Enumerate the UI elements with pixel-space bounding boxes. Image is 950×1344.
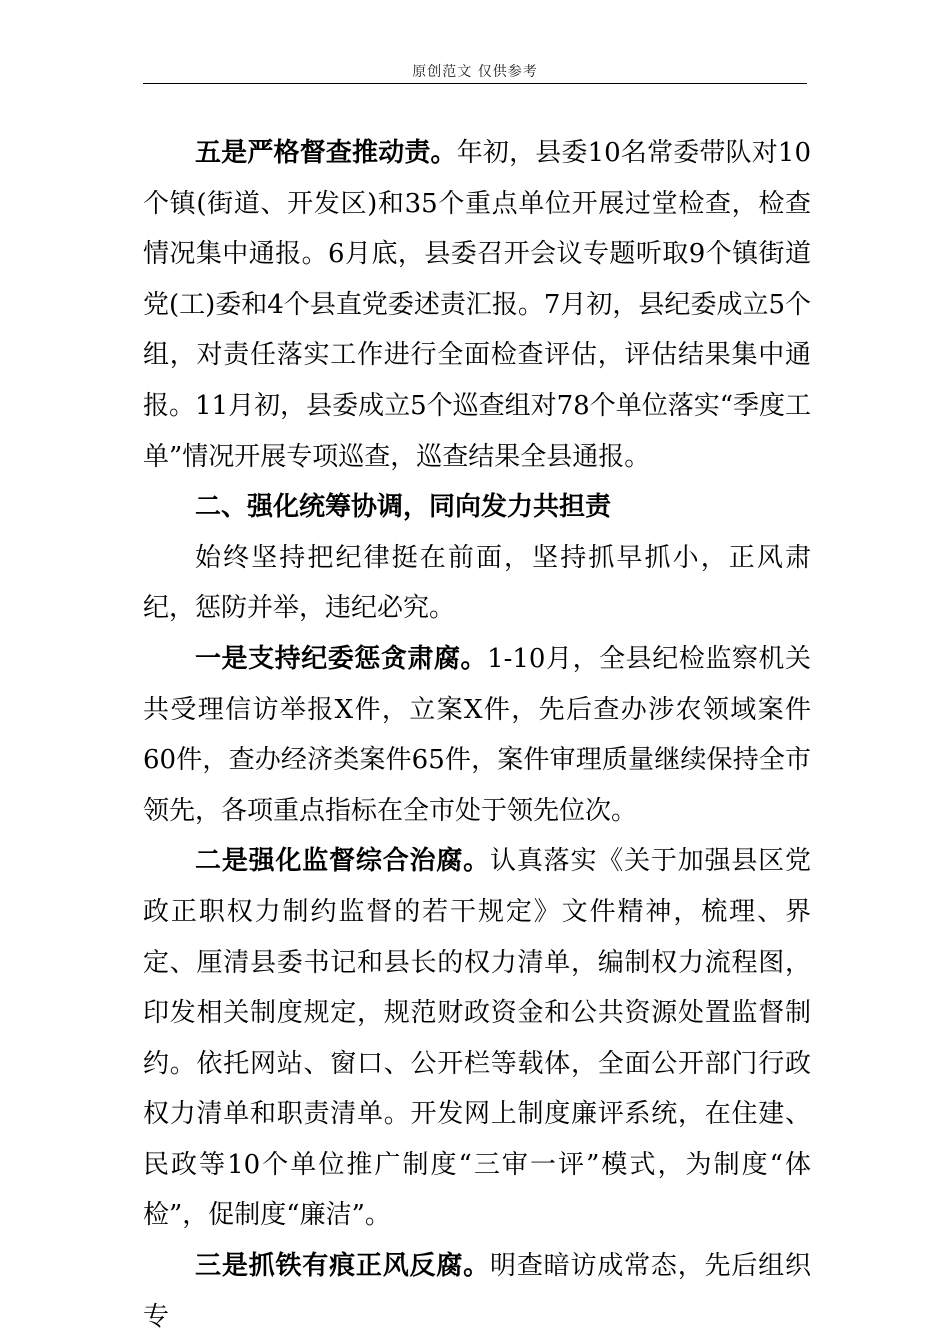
paragraph-anti-corruption [143, 634, 811, 836]
header-divider [143, 83, 807, 84]
paragraph-lead: 五是严格督查推动责。 [195, 138, 457, 168]
paragraph-oversight [143, 128, 811, 482]
paragraph-lead: 一是支持纪委惩贪肃腐。 [195, 643, 488, 674]
paragraph-text: 明查暗访成常态，先后组织专 [143, 1251, 811, 1332]
paragraph-text: 认真落实《关于加强县区党政正职权力制约监督的若干规定》文件精神，梳理、界定、厘清县委书记和县长的权力清单，编制权力流程图，印发相关制度规定，规范财政资金和公共资源处置监督制约。依托网站、窗口、公开栏等载体，全面公开部门行政权力清单和职责清单。开发网上制度廉评系统，在住建、民政等10个单位推广制度“三审一评”模式，为制度“体检”，促制度“廉洁”。 [143, 846, 811, 1231]
paragraph-intro [143, 533, 811, 634]
paragraph-conduct [143, 1241, 811, 1342]
paragraph-lead: 三是抓铁有痕正风反腐。 [195, 1251, 490, 1282]
paragraph-text: 始终坚持把纪律挺在前面，坚持抓早抓小，正风肃纪，惩防并举，违纪必究。 [143, 542, 811, 624]
page-header: 原创范文 仅供参考 [412, 64, 538, 80]
paragraph-supervision [143, 836, 811, 1241]
section-heading: 二、强化统筹协调，同向发力共担责 [195, 492, 612, 523]
paragraph-lead: 二是强化监督综合治腐。 [195, 846, 490, 877]
document-body [143, 128, 811, 1342]
paragraph-text: 1-10月，全县纪检监察机关共受理信访举报X件，立案X件，先后查办涉农领域案件60件，查办经济类案件65件，案件审理质量继续保持全市领先，各项重点指标在全市处于领先位次。 [143, 643, 811, 826]
paragraph-text: 年初，县委10名常委带队对10个镇(街道、开发区)和35个重点单位开展过堂检查，检查情况集中通报。6月底，县委召开会议专题听取9个镇街道党(工)委和4个县直党委述责汇报。7月初，县纪委成立5个组，对责任落实工作进行全面检查评估，评估结果集中通报。11月初，县委成立5个巡查组对78个单位落实“季度工单”情况开展专项巡查，巡查结果全县通报。 [143, 138, 812, 472]
